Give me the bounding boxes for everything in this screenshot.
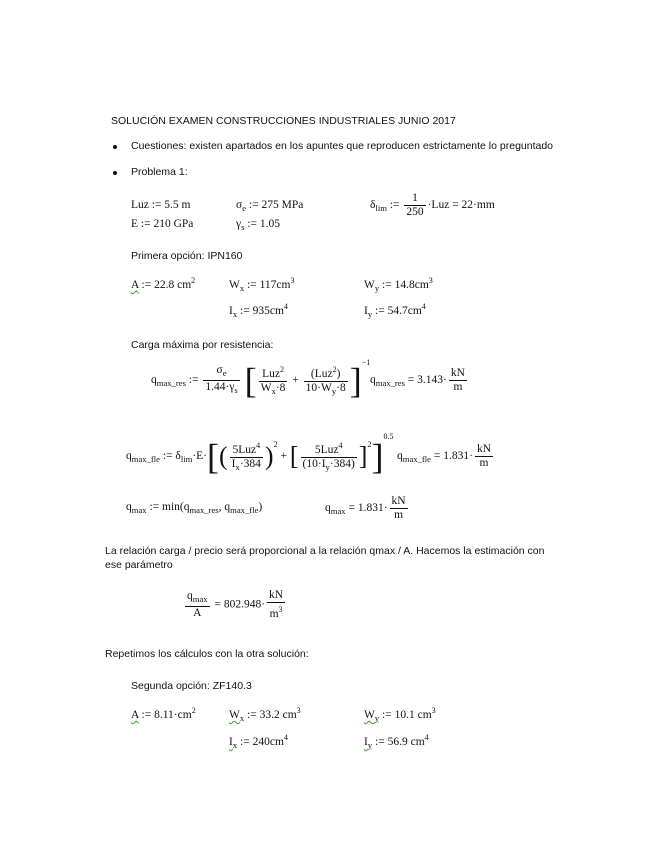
page-title: SOLUCIÓN EXAMEN CONSTRUCCIONES INDUSTRIALES JUNIO 2017	[111, 115, 456, 127]
qmax-res-result: $q_{max\_res} = 3.143\cdot$ $\frac{kN}{m}$	[370, 367, 465, 393]
luz-definition: Luz := 5.5 m	[131, 199, 191, 211]
qmax-fle-result: $q_{max\_fle} = 1.831\cdot$ $\frac{kN}{m}$	[397, 443, 491, 469]
qmax-fle-formula: $q_{max\_fle}$ := $\delta_{lim}\cdot E\cdot$[( $\frac{5Luz^4}{I_x\cdot 384}$ )$^2$ + [ $\frac{5Luz^4}{(10\cdot I_y\cdot 384)}$ ]$^2$]$^{0.5}$	[126, 432, 394, 477]
qmax-res-formula: $q_{max\_res}$ := $\frac{\sigma_e}{1.44\cdot\gamma_s}$ [ $\frac{Luz^2}{W_x\cdot 8}$ + $\frac{(Luz^2)}{10\cdot W_y\cdot 8}$ ]$^{-1}$	[151, 358, 371, 401]
e-definition: E := 210 GPa	[131, 218, 194, 230]
gamma-definition: $\gamma_s$ := 1.05	[236, 218, 281, 232]
opt2-area: A := $8.11\cdot cm^2$	[131, 706, 196, 721]
repeat-paragraph: Repetimos los cálculos con la otra solución:	[105, 648, 309, 660]
opt2-wx: $W_x$ := 33.2 $cm^3$	[229, 706, 301, 723]
opt2-iy: $I_y$ := 56.9 $cm^4$	[364, 733, 429, 750]
bullet-problema: Problema 1:	[131, 166, 188, 178]
delta-lim-definition: $\delta_{lim}$ := $\frac{1}{250}$ ·Luz = 22·mm	[370, 192, 495, 218]
resistance-heading: Carga máxima por resistencia:	[131, 339, 274, 351]
opt1-area: A := 22.8 $cm^2$	[131, 276, 196, 291]
option2-heading: Segunda opción: ZF140.3	[131, 680, 252, 692]
option1-heading: Primera opción: IPN160	[131, 250, 243, 262]
bullet-cuestiones: Cuestiones: existen apartados en los apuntes que reproducen estrictamente lo preguntado	[131, 140, 554, 152]
ratio-paragraph-line1: La relación carga / precio será proporcional a la relación qmax / A. Hacemos la estimación con	[105, 545, 545, 557]
opt1-iy: $I_y$ := $54.7cm^4$	[364, 302, 426, 319]
qmax-result: $q_{max} = 1.831\cdot$ $\frac{kN}{m}$	[325, 495, 406, 521]
ratio-formula: $\frac{q_{max}}{A}$ = 802.948· $\frac{kN}{m^3}$	[187, 589, 284, 620]
opt1-ix: $I_x$ := $935cm^4$	[229, 302, 288, 319]
opt1-wy: $W_y$ := $14.8cm^3$	[364, 276, 433, 293]
opt2-wy: $W_y$ := 10.1 $cm^3$	[364, 706, 436, 723]
opt1-wx: $W_x$ := $117cm^3$	[229, 276, 295, 293]
bullet-dot	[113, 171, 117, 175]
sigma-definition: $\sigma_e$ := 275 MPa	[236, 199, 304, 213]
ratio-paragraph-line2: ese parámetro	[105, 559, 173, 571]
qmax-min-formula: $q_{max}$ := $\min(q_{max\_res}$, $q_{max\_fle}$)	[126, 501, 263, 515]
opt2-ix: $I_x$ := $240cm^4$	[229, 733, 288, 750]
bullet-dot	[113, 145, 117, 149]
